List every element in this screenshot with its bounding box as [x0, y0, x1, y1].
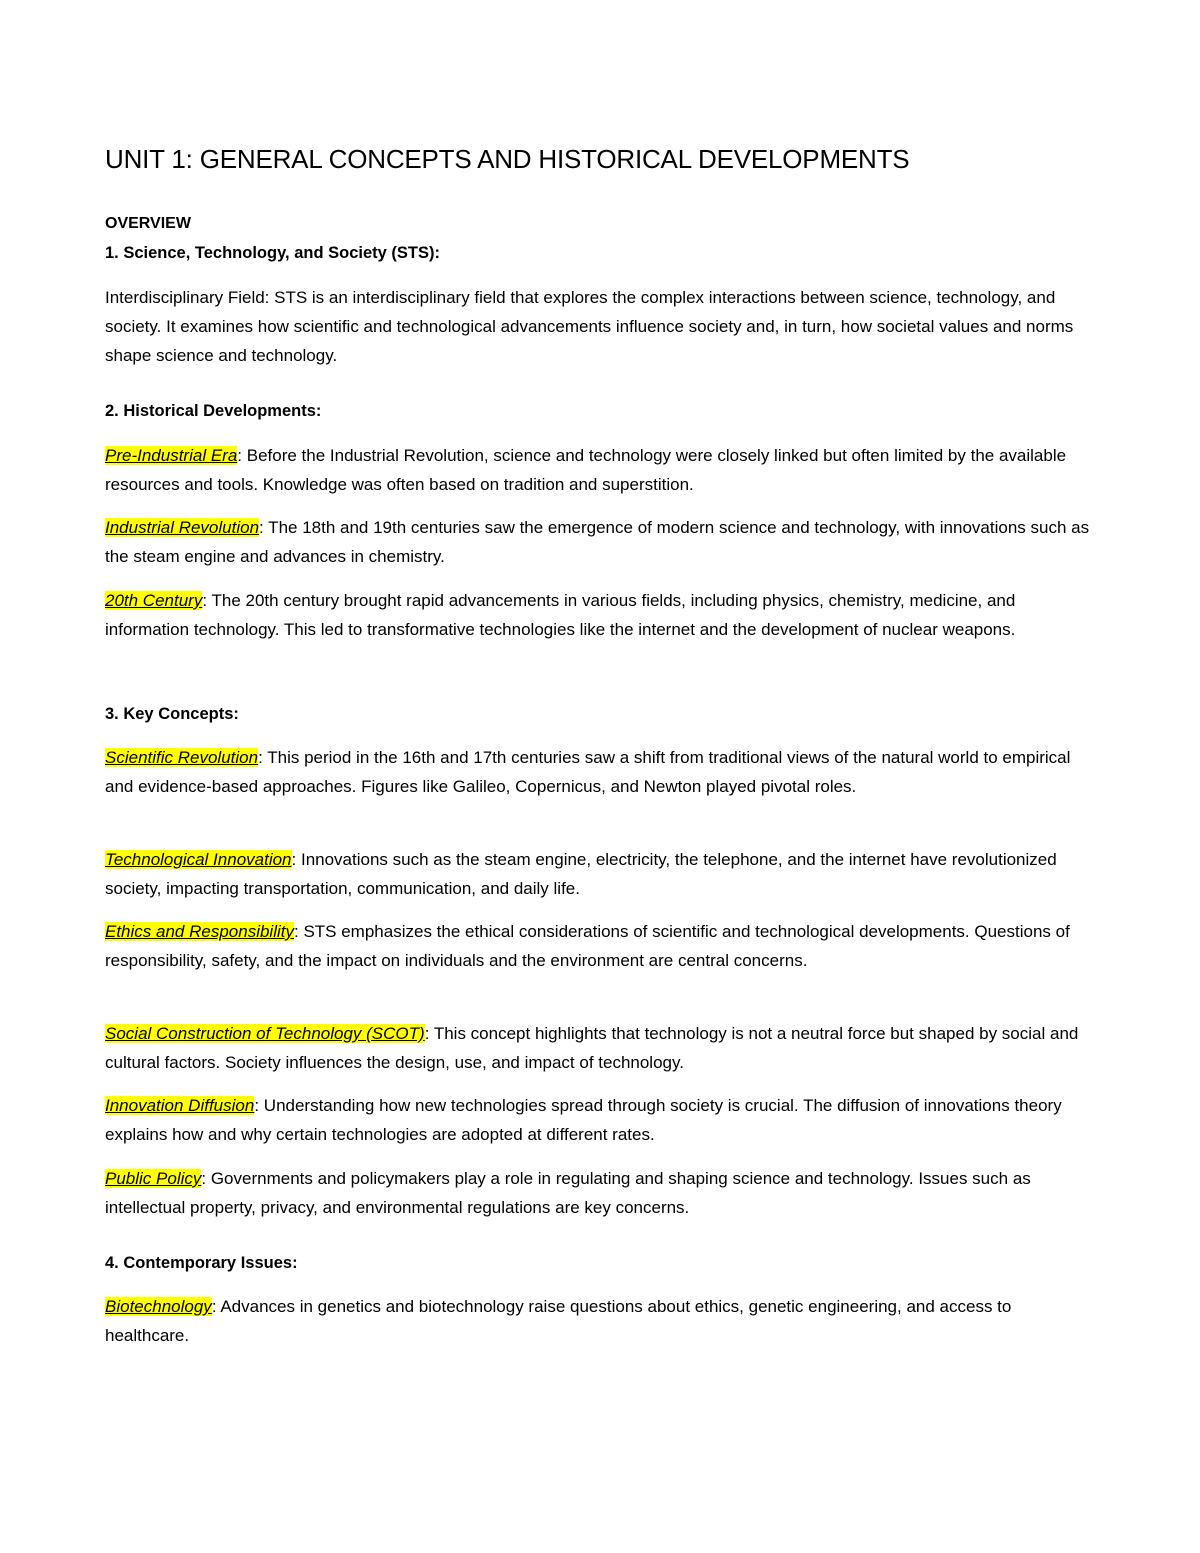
highlighted-term: 20th Century: [105, 591, 203, 610]
term-separator: :: [293, 922, 299, 941]
highlighted-term: Biotechnology: [105, 1297, 212, 1316]
highlighted-term: Industrial Revolution: [105, 518, 260, 537]
list-item: [105, 441, 1095, 499]
term-separator: :: [211, 1297, 217, 1316]
term-separator: :: [201, 1169, 207, 1188]
overview-label: OVERVIEW: [105, 215, 191, 232]
highlighted-term: Innovation Diffusion: [105, 1096, 255, 1115]
list-item: [105, 917, 1095, 975]
term-separator: :: [259, 518, 264, 537]
term-separator: :: [258, 748, 263, 767]
item-text: This period in the 16th and 17th centuries saw a shift from traditional views of the natural world to empirical and evidence-based approaches. Figures like Galileo, Copernicus, and Newton played pivotal roles.: [105, 748, 1071, 796]
list-item: [105, 1164, 1095, 1222]
list-item: [105, 586, 1095, 644]
item-text: Governments and policymakers play a role in regulating and shaping science and technology. Issues such as intellectual property, privacy, and environmental regulations are key concerns.: [105, 1169, 1031, 1217]
list-item: [105, 743, 1095, 801]
highlighted-term: Ethics and Responsibility: [105, 922, 294, 941]
list-item: [105, 513, 1095, 571]
highlighted-term: Technological Innovation: [105, 850, 292, 869]
item-text: Advances in genetics and biotechnology raise questions about ethics, genetic engineering, and access to healthcare.: [105, 1297, 1012, 1345]
term-separator: :: [237, 446, 243, 465]
highlighted-term: Scientific Revolution: [105, 748, 259, 767]
term-separator: :: [291, 850, 297, 869]
item-text: Innovations such as the steam engine, electricity, the telephone, and the internet have revolutionized society, impacting transportation, communication, and daily life.: [105, 850, 1057, 898]
list-item: [105, 1292, 1095, 1350]
item-text: STS emphasizes the ethical considerations of scientific and technological developments. Questions of responsibility, safety, and the impact on individuals and the environment are central concerns.: [105, 922, 1070, 970]
section-1-paragraph: Interdisciplinary Field: STS is an interdisciplinary field that explores the complex interactions between science, technology, and society. It examines how scientific and technological advancements influence society and, in turn, how societal values and norms shape science and technology.: [105, 288, 1074, 365]
section-1-heading: 1. Science, Technology, and Society (STS):: [105, 244, 440, 262]
item-text: The 18th and 19th centuries saw the emergence of modern science and technology, with innovations such as the steam engine and advances in chemistry.: [105, 518, 1090, 566]
list-item: [105, 845, 1095, 903]
item-text: Before the Industrial Revolution, science and technology were closely linked but often limited by the available resources and tools. Knowledge was often based on tradition and superstition.: [105, 446, 1067, 494]
highlighted-term: Public Policy: [105, 1169, 202, 1188]
item-text: The 20th century brought rapid advancements in various fields, including physics, chemistry, medicine, and information technology. This led to transformative technologies like the internet and the development of nuclear weapons.: [105, 591, 1016, 639]
highlighted-term: Pre-Industrial Era: [105, 446, 238, 465]
item-text: This concept highlights that technology is not a neutral force but shaped by social and cultural factors. Society influences the design, use, and impact of technology.: [105, 1024, 1079, 1072]
highlighted-term: Social Construction of Technology (SCOT): [105, 1024, 425, 1043]
term-separator: :: [202, 591, 208, 610]
section-2-heading: 2. Historical Developments:: [105, 402, 322, 420]
document-title: UNIT 1: GENERAL CONCEPTS AND HISTORICAL DEVELOPMENTS: [105, 144, 910, 174]
list-item: [105, 1019, 1095, 1077]
term-separator: :: [254, 1096, 260, 1115]
section-4-heading: 4. Contemporary Issues:: [105, 1254, 298, 1272]
item-text: Understanding how new technologies spread through society is crucial. The diffusion of innovations theory explains how and why certain technologies are adopted at different rates.: [105, 1096, 1062, 1144]
section-3-heading: 3. Key Concepts:: [105, 705, 239, 723]
list-item: [105, 1091, 1095, 1149]
term-separator: :: [424, 1024, 430, 1043]
